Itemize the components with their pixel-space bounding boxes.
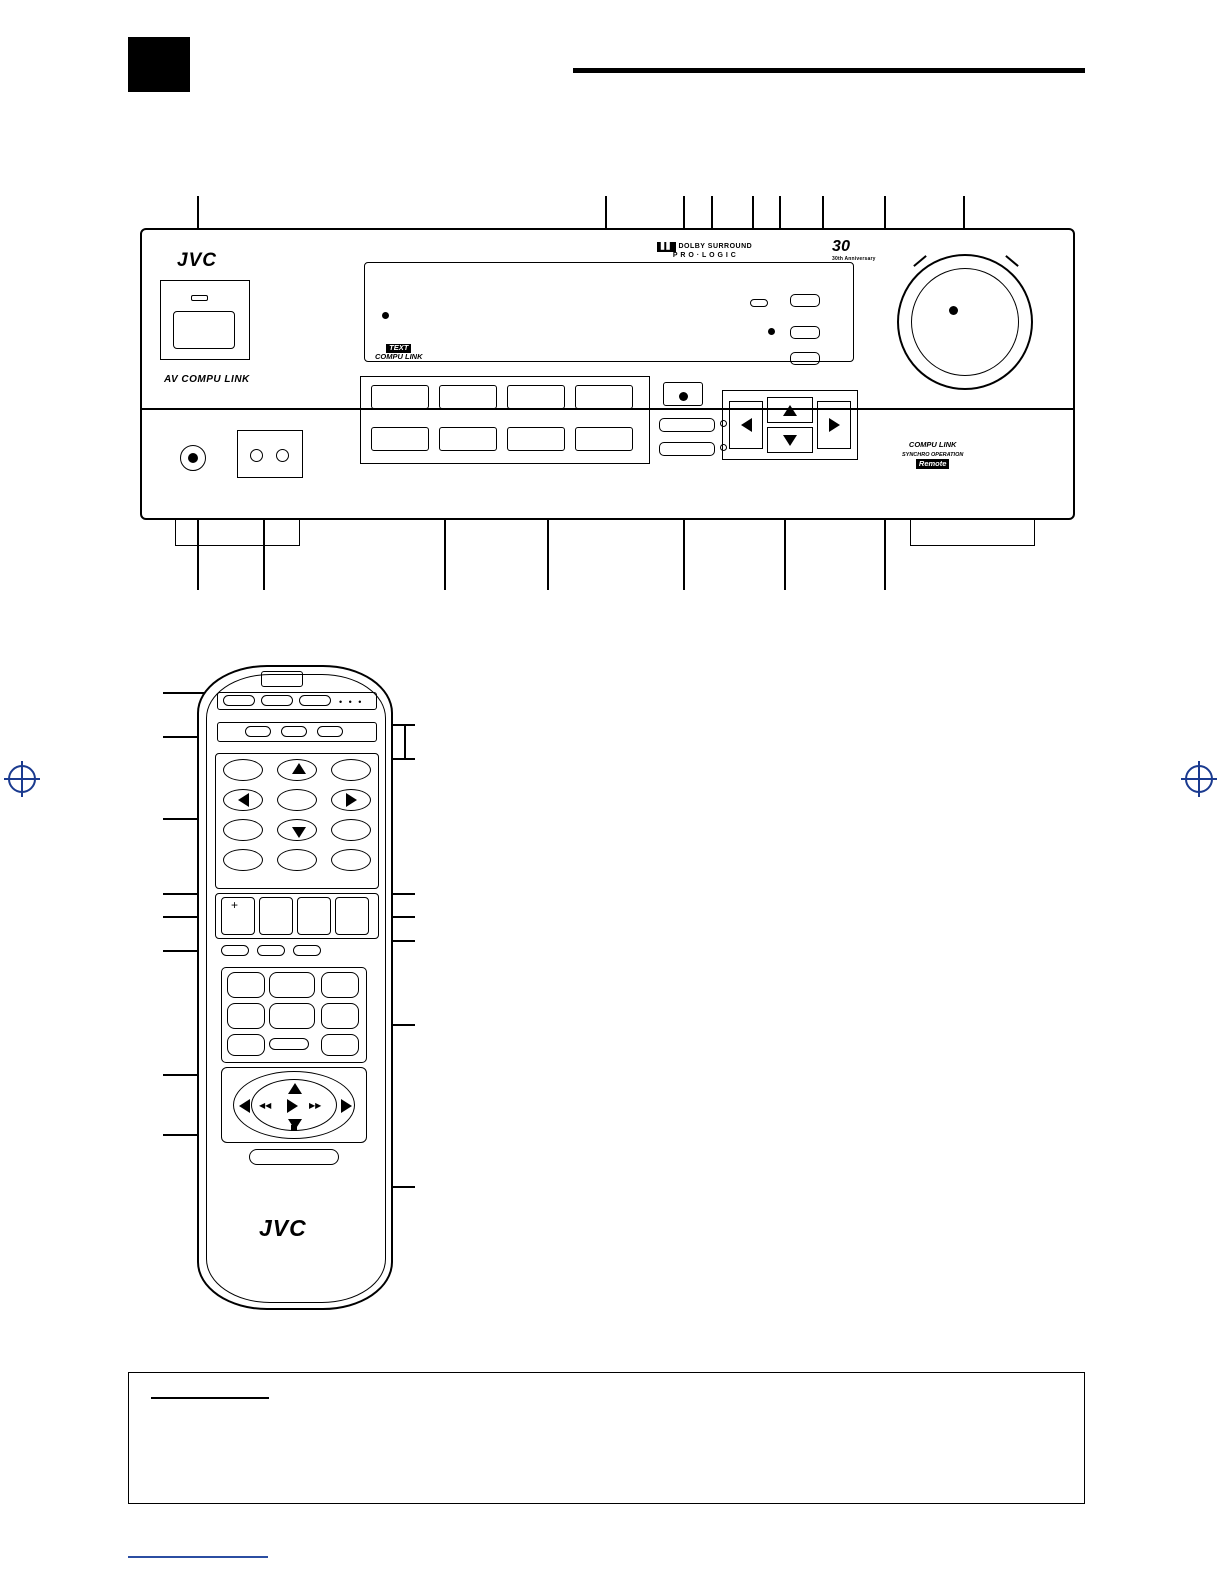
keypad-left-icon xyxy=(238,793,249,807)
remote-small-button-3[interactable] xyxy=(293,945,321,956)
phones-jack[interactable] xyxy=(180,445,206,471)
transport-play-icon xyxy=(287,1099,298,1113)
remote-bottom-button[interactable] xyxy=(249,1149,339,1165)
chevron-down-icon xyxy=(783,435,797,446)
text-compu-link-badge xyxy=(375,344,423,361)
remote-callout-r2v xyxy=(404,724,406,758)
dolby-badge-line1: DOLBY SURROUND xyxy=(678,243,753,250)
power-indicator-led xyxy=(191,295,208,301)
footer-link[interactable] xyxy=(128,1556,268,1558)
remote-top-button-1[interactable] xyxy=(223,695,255,706)
side-button-b[interactable] xyxy=(790,326,820,339)
keypad-button-5[interactable] xyxy=(277,789,317,811)
cursor-right-button[interactable] xyxy=(817,401,851,449)
function-button-2[interactable] xyxy=(269,972,315,998)
cursor-left-button[interactable] xyxy=(729,401,763,449)
power-button-bezel xyxy=(160,280,250,360)
remote-top-button-2[interactable] xyxy=(261,695,293,706)
mic-jack-group xyxy=(237,430,303,478)
registration-mark-left xyxy=(8,765,36,793)
function-button-6[interactable] xyxy=(321,1003,359,1029)
anniversary-number: 30 xyxy=(832,238,851,255)
remote-mode-button-2[interactable] xyxy=(281,726,307,737)
source-button-8[interactable] xyxy=(575,427,633,451)
source-button-1[interactable] xyxy=(371,385,429,409)
note-box xyxy=(128,1372,1085,1504)
text-badge-line2: COMPU LINK xyxy=(375,351,423,361)
cursor-down-button[interactable] xyxy=(767,427,813,453)
page-number-marker xyxy=(128,37,190,92)
keypad-button-11[interactable] xyxy=(277,849,317,871)
remote-top-dots-icon: • • • xyxy=(339,697,364,707)
power-button[interactable] xyxy=(173,311,235,349)
remote-brand-logo: JVC xyxy=(259,1215,307,1241)
volume-knob-inner xyxy=(911,268,1019,376)
remote-mode-button-1[interactable] xyxy=(245,726,271,737)
function-button-9[interactable] xyxy=(321,1034,359,1056)
source-button-7[interactable] xyxy=(507,427,565,451)
function-button-4[interactable] xyxy=(227,1003,265,1029)
text-badge-line1: TEXT xyxy=(386,344,411,353)
level-button-3[interactable] xyxy=(297,897,331,935)
receiver-foot-left xyxy=(175,520,300,546)
transport-up-icon xyxy=(288,1083,302,1094)
side-button-a[interactable] xyxy=(790,294,820,307)
level-button-4[interactable] xyxy=(335,897,369,935)
source-select-button-bank xyxy=(360,376,650,464)
keypad-button-10[interactable] xyxy=(223,849,263,871)
chevron-right-icon xyxy=(829,418,840,432)
remote-top-button-3[interactable] xyxy=(299,695,331,706)
receiver-front-panel xyxy=(140,228,1075,520)
source-button-3[interactable] xyxy=(507,385,565,409)
mic-jack-1[interactable] xyxy=(250,449,263,462)
source-button-6[interactable] xyxy=(439,427,497,451)
level-plus-label: + xyxy=(231,898,239,912)
dsp-mode-indicator xyxy=(679,392,688,401)
display-mode-indicator xyxy=(750,299,768,307)
function-button-1[interactable] xyxy=(227,972,265,998)
side-button-c[interactable] xyxy=(790,352,820,365)
function-button-7[interactable] xyxy=(227,1034,265,1056)
function-button-5[interactable] xyxy=(269,1003,315,1029)
keypad-button-9[interactable] xyxy=(331,819,371,841)
ir-emitter-window xyxy=(261,671,303,687)
master-volume-knob[interactable] xyxy=(897,254,1033,390)
keypad-button-1[interactable] xyxy=(223,759,263,781)
dolby-double-d-icon: ▋▋ xyxy=(657,242,676,252)
remote-mode-button-3[interactable] xyxy=(317,726,343,737)
remote-badge-line1: COMPU LINK xyxy=(908,440,957,449)
remote-small-button-1[interactable] xyxy=(221,945,249,956)
remote-small-button-2[interactable] xyxy=(257,945,285,956)
setting-button[interactable] xyxy=(659,442,715,456)
transport-left-icon xyxy=(239,1099,250,1113)
display-panel xyxy=(364,262,854,362)
transport-right-icon xyxy=(341,1099,352,1113)
registration-mark-right xyxy=(1185,765,1213,793)
dolby-pro-logic-badge xyxy=(657,242,752,260)
mic-jack-2[interactable] xyxy=(276,449,289,462)
sensor-dot xyxy=(768,328,775,335)
volume-tick-right xyxy=(1005,255,1019,267)
display-center-dot xyxy=(382,312,389,319)
remote-badge-line2: SYNCHRO OPERATION xyxy=(902,452,964,459)
transport-ff-icon: ▶▶ xyxy=(309,1101,322,1110)
level-button-2[interactable] xyxy=(259,897,293,935)
cursor-control-pad xyxy=(722,390,858,460)
function-button-3[interactable] xyxy=(321,972,359,998)
keypad-down-icon xyxy=(292,827,306,838)
compu-link-remote-badge xyxy=(902,440,963,469)
keypad-right-icon xyxy=(346,793,357,807)
anniversary-caption: 30th Anniversary xyxy=(832,256,876,262)
function-button-8[interactable] xyxy=(269,1038,309,1050)
surround-mode-button[interactable] xyxy=(659,418,715,432)
volume-tick-left xyxy=(913,255,927,267)
cursor-up-button[interactable] xyxy=(767,397,813,423)
volume-knob-center xyxy=(949,306,958,315)
keypad-up-icon xyxy=(292,763,306,774)
transport-rew-icon: ◀◀ xyxy=(259,1101,272,1110)
chevron-left-icon xyxy=(741,418,752,432)
keypad-button-12[interactable] xyxy=(331,849,371,871)
keypad-button-7[interactable] xyxy=(223,819,263,841)
note-heading-underline xyxy=(151,1397,269,1399)
source-button-4[interactable] xyxy=(575,385,633,409)
header-rule xyxy=(573,68,1085,73)
remote-badge-line3: Remote xyxy=(916,459,950,468)
source-button-2[interactable] xyxy=(439,385,497,409)
receiver-brand-logo: JVC xyxy=(177,250,217,271)
keypad-button-3[interactable] xyxy=(331,759,371,781)
callout-line-top-1 xyxy=(197,196,199,230)
source-button-5[interactable] xyxy=(371,427,429,451)
chevron-up-icon xyxy=(783,405,797,416)
remote-control xyxy=(197,665,393,1310)
receiver-foot-right xyxy=(910,520,1035,546)
dolby-badge-line2: P R O · L O G I C xyxy=(672,251,737,259)
anniversary-badge xyxy=(832,238,876,262)
transport-stop-icon xyxy=(291,1125,297,1131)
av-compu-link-label: AV COMPU LINK xyxy=(164,374,250,385)
